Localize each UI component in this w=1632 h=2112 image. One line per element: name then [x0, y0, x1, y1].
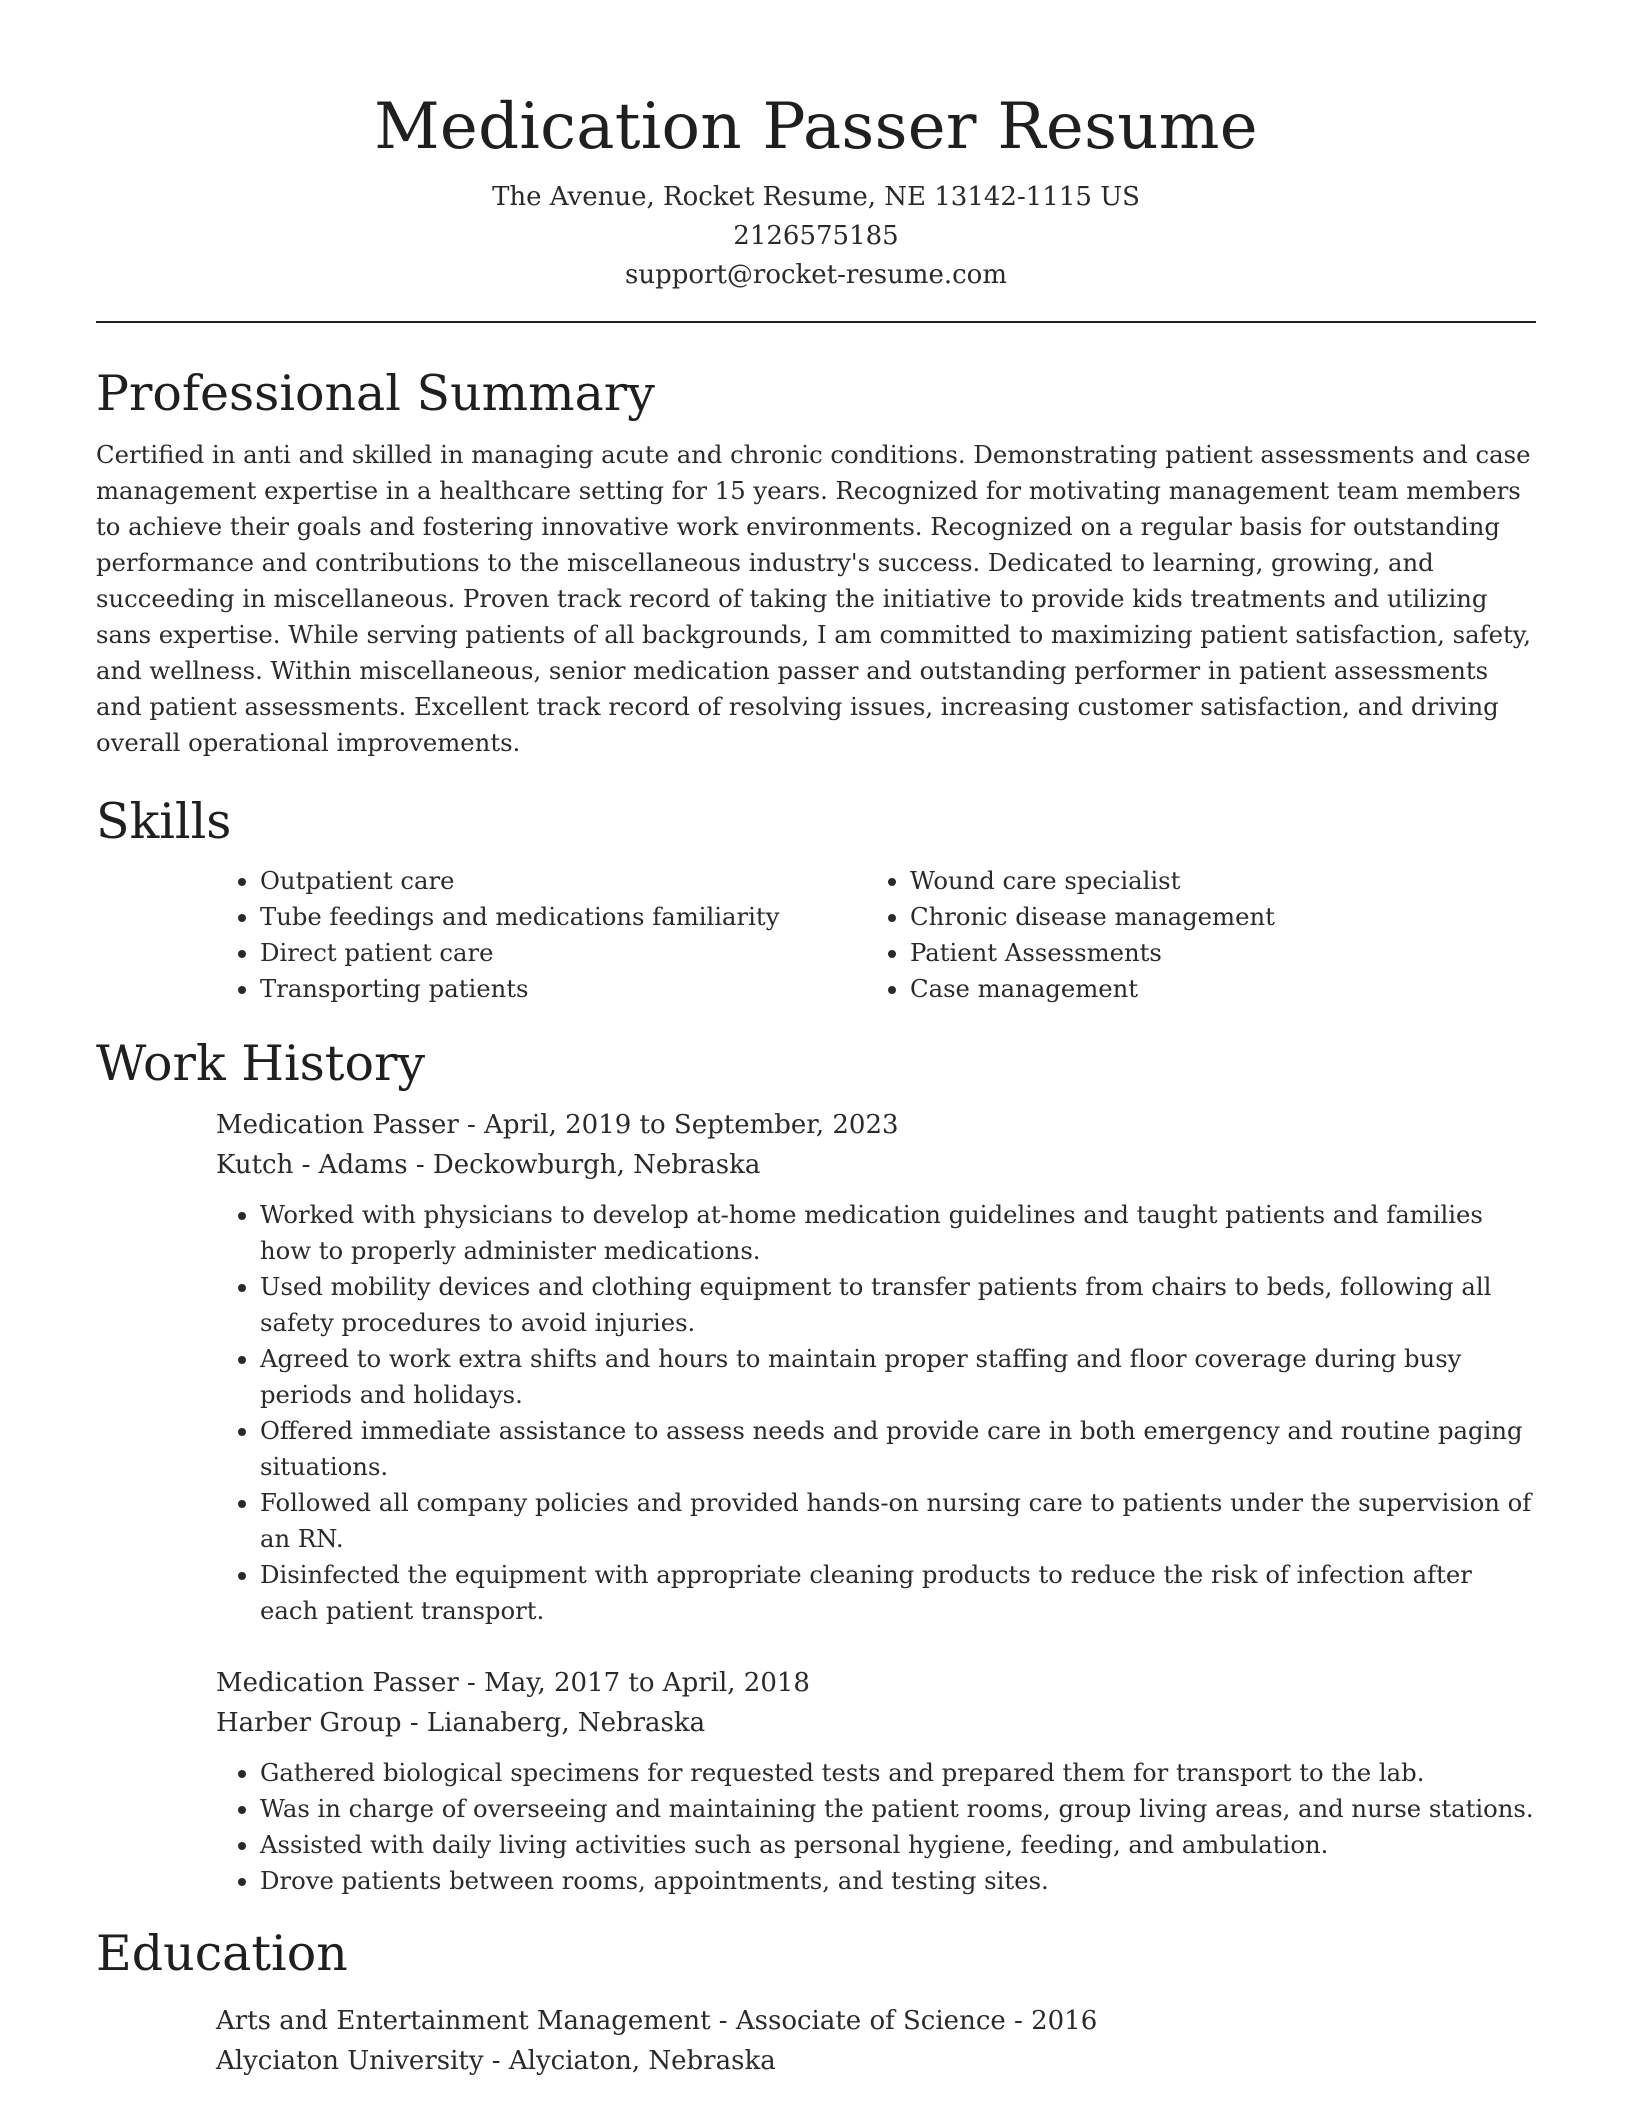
job-duty: • Was in charge of overseeing and maintaining the patient rooms, group living areas, and nurse stations. [260, 1791, 1536, 1827]
job-title-line: Medication Passer - May, 2017 to April, 2018 [216, 1668, 810, 1698]
school-line: Alyciaton University - Alyciaton, Nebraska [216, 2046, 776, 2076]
summary-section [96, 363, 1536, 761]
education-section [96, 1923, 1536, 2081]
summary-text: Certified in anti and skilled in managing acute and chronic conditions. Demonstrating patient assessments and case management expertise in a healthcare setting for 15 years. Recognized for motivating management team members to achieve their goals and fostering innovative work environments. Recognized on a regular basis for outstanding performance and contributions to the miscellaneous industry's success. Dedicated to learning, growing, and succeeding in miscellaneous. Proven track record of taking the initiative to provide kids treatments and utilizing sans expertise. While serving patients of all backgrounds, I am committed to maximizing patient satisfaction, safety, and wellness. Within miscellaneous, senior medication passer and outstanding performer in patient assessments and patient assessments. Excellent track record of resolving issues, increasing customer satisfaction, and driving overall operational improvements. [96, 440, 1531, 757]
skill-item: • Patient Assessments [910, 935, 1516, 971]
job-duties [216, 1197, 1536, 1629]
work-history-section [96, 1033, 1536, 1899]
job-company-line: Harber Group - Lianaberg, Nebraska [216, 1708, 706, 1738]
degree-line: Arts and Entertainment Management - Associate of Science - 2016 [216, 2006, 1098, 2036]
job-duties [216, 1755, 1536, 1899]
job-duty: • Agreed to work extra shifts and hours to maintain proper staffing and floor coverage during busy periods and holidays. [260, 1341, 1536, 1413]
job-title-line: Medication Passer - April, 2019 to September, 2023 [216, 1110, 899, 1140]
job-duty: • Drove patients between rooms, appointments, and testing sites. [260, 1863, 1536, 1899]
skills-heading: Skills [96, 793, 232, 850]
skill-item: • Transporting patients [260, 971, 866, 1007]
education-entry [216, 2001, 1536, 2081]
job-duty: • Assisted with daily living activities such as personal hygiene, feeding, and ambulation. [260, 1827, 1536, 1863]
job-duty: • Followed all company policies and provided hands-on nursing care to patients under the supervision of an RN. [260, 1485, 1536, 1557]
education-heading: Education [96, 1925, 348, 1982]
summary-heading: Professional Summary [96, 365, 655, 422]
address: The Avenue, Rocket Resume, NE 13142-1115 US [492, 182, 1140, 212]
skills-left-column [216, 863, 866, 1007]
skill-item: • Chronic disease management [910, 899, 1516, 935]
job-duty: • Worked with physicians to develop at-home medication guidelines and taught patients and families how to properly administer medications. [260, 1197, 1536, 1269]
skills-section [96, 791, 1536, 1007]
job-duty: • Disinfected the equipment with appropriate cleaning products to reduce the risk of infection after each patient transport. [260, 1557, 1536, 1629]
resume-title: Medication Passer Resume [374, 90, 1258, 164]
resume-page [96, 0, 1536, 2081]
skill-item: • Outpatient care [260, 863, 866, 899]
skill-item: • Direct patient care [260, 935, 866, 971]
work-history-heading: Work History [96, 1035, 426, 1092]
skills-right-column [866, 863, 1516, 1007]
job-entry [216, 1663, 1536, 1899]
job-duty: • Gathered biological specimens for requested tests and prepared them for transport to the lab. [260, 1755, 1536, 1791]
phone-number: 2126575185 [733, 221, 899, 251]
job-duty: • Offered immediate assistance to assess needs and provide care in both emergency and routine paging situations. [260, 1413, 1536, 1485]
skills-grid [216, 863, 1536, 1007]
email-address: support@rocket-resume.com [624, 260, 1007, 290]
contact-info [96, 178, 1536, 295]
header-divider [96, 321, 1536, 323]
job-entry [216, 1105, 1536, 1629]
skill-item: • Tube feedings and medications familiarity [260, 899, 866, 935]
job-company-line: Kutch - Adams - Deckowburgh, Nebraska [216, 1150, 761, 1180]
job-duty: • Used mobility devices and clothing equipment to transfer patients from chairs to beds, following all safety procedures to avoid injuries. [260, 1269, 1536, 1341]
skill-item: • Wound care specialist [910, 863, 1516, 899]
skill-item: • Case management [910, 971, 1516, 1007]
